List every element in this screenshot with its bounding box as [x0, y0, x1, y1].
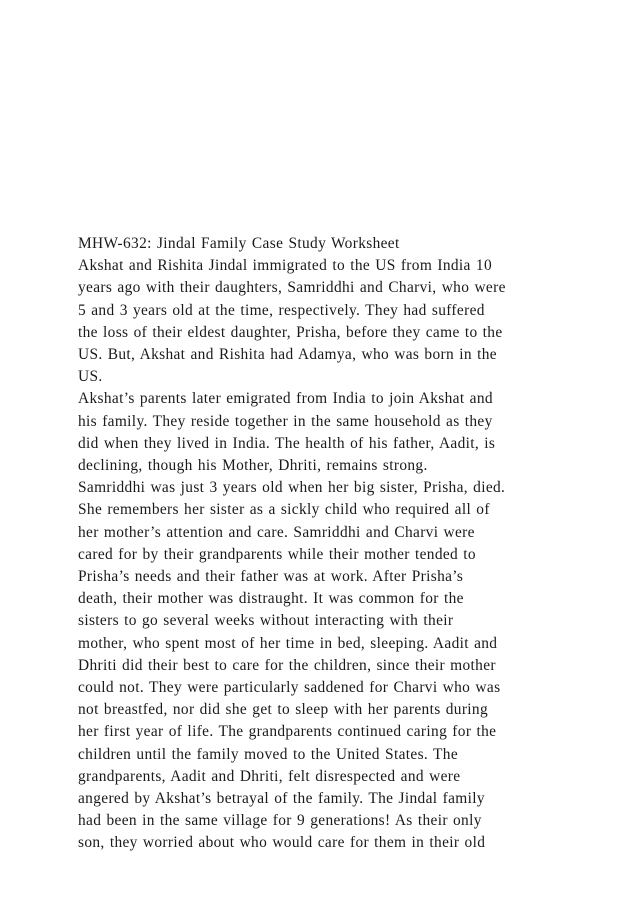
text-line: did when they lived in India. The health of his father, Aadit, is [78, 434, 496, 452]
text-line: could not. They were particularly saddened for Charvi who was [78, 679, 501, 697]
document-title: MHW-632: Jindal Family Case Study Worksheet [78, 235, 400, 252]
text-line: years ago with their daughters, Samriddhi and Charvi, who were [78, 279, 506, 297]
text-line: She remembers her sister as a sickly child who required all of [78, 501, 490, 519]
text-line: cared for by their grandparents while their mother tended to [78, 545, 476, 563]
text-line: her mother’s attention and care. Samriddhi and Charvi were [78, 523, 475, 541]
text-line: declining, though his Mother, Dhriti, remains strong. [78, 457, 428, 475]
document-body [78, 233, 578, 855]
text-line: children until the family moved to the United States. The [78, 745, 459, 763]
text-line: death, their mother was distraught. It was common for the [78, 590, 464, 608]
text-line: mother, who spent most of her time in bed, sleeping. Aadit and [78, 634, 498, 652]
text-line: grandparents, Aadit and Dhriti, felt disrespected and were [78, 767, 461, 785]
text-line: Prisha’s needs and their father was at work. After Prisha’s [78, 568, 464, 586]
text-line: had been in the same village for 9 generations! As their only [78, 812, 482, 830]
text-line: angered by Akshat’s betrayal of the family. The Jindal family [78, 790, 485, 808]
text-line: sisters to go several weeks without interacting with their [78, 612, 454, 630]
text-line: Akshat and Rishita Jindal immigrated to the US from India 10 [78, 257, 492, 275]
text-line: Samriddhi was just 3 years old when her big sister, Prisha, died. [78, 479, 506, 497]
text-line: son, they worried about who would care for them in their old [78, 834, 486, 852]
text-line: his family. They reside together in the same household as they [78, 412, 493, 430]
text-line: not breastfed, nor did she get to sleep with her parents during [78, 701, 489, 719]
text-line: Dhriti did their best to care for the children, since their mother [78, 656, 496, 674]
text-line: US. [78, 368, 103, 386]
text-line: Akshat’s parents later emigrated from India to join Akshat and [78, 390, 493, 408]
text-line: her first year of life. The grandparents continued caring for the [78, 723, 497, 741]
text-line: 5 and 3 years old at the time, respectively. They had suffered [78, 301, 485, 319]
text-line: the loss of their eldest daughter, Prisha, before they came to the [78, 323, 503, 341]
text-line: US. But, Akshat and Rishita had Adamya, who was born in the [78, 346, 497, 364]
